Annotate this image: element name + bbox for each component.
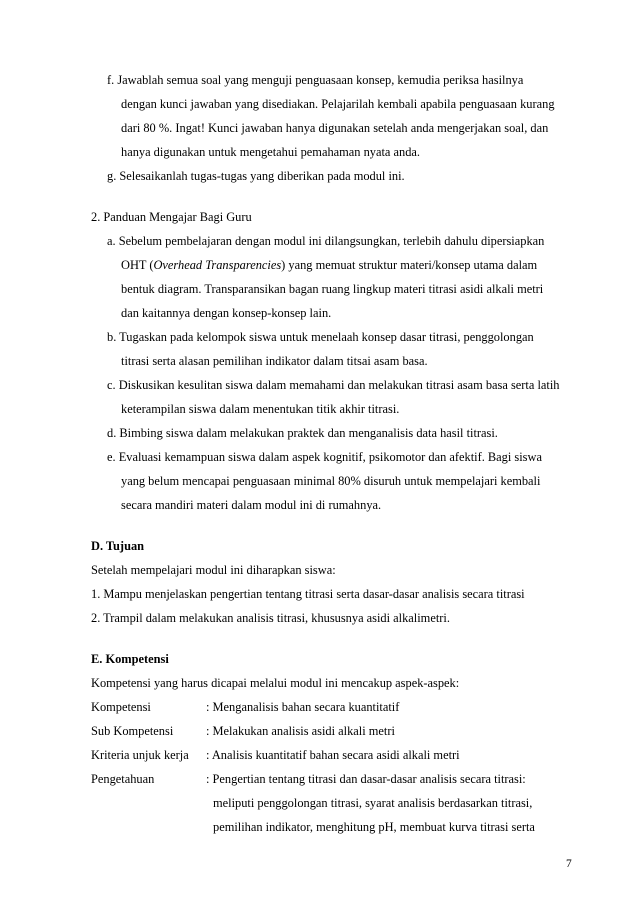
teacher-item-e-line-2: yang belum mencapai penguasaan minimal 80% disuruh untuk mempelajari kembali: [121, 474, 541, 488]
tujuan-item-2: 2. Trampil dalam melakukan analisis titrasi, khususnya asidi alkalimetri.: [91, 611, 450, 625]
sub-kompetensi-value: : Melakukan analisis asidi alkali metri: [206, 724, 395, 738]
teacher-item-a-line-3: bentuk diagram. Transparansikan bagan ruang lingkup materi titrasi asidi alkali metri: [121, 282, 544, 296]
teacher-item-a-line-2: [121, 257, 537, 273]
teacher-item-e-line-1: e. Evaluasi kemampuan siswa dalam aspek kognitif, psikomotor dan afektif. Bagi siswa: [107, 450, 542, 464]
oht-italic-term: Overhead Transparencies: [153, 258, 282, 272]
tujuan-heading: D. Tujuan: [91, 539, 145, 553]
sub-kompetensi-label: Sub Kompetensi: [91, 724, 174, 738]
kompetensi-intro: Kompetensi yang harus dicapai melalui modul ini mencakup aspek-aspek:: [91, 676, 460, 690]
teacher-item-a-line-1: a. Sebelum pembelajaran dengan modul ini dilangsungkan, terlebih dahulu dipersiapkan: [107, 234, 545, 248]
item-f-line-4: hanya digunakan untuk mengetahui pemahaman nyata anda.: [121, 145, 420, 159]
page-number: 7: [566, 858, 572, 870]
item-f-line-1: f. Jawablah semua soal yang menguji penguasaan konsep, kemudia periksa hasilnya: [107, 73, 524, 87]
teacher-item-a-line-4: dan kaitannya dengan konsep-konsep lain.: [121, 306, 332, 320]
kompetensi-value: : Menganalisis bahan secara kuantitatif: [206, 700, 400, 714]
oht-prefix: OHT (: [121, 258, 154, 272]
teacher-item-b-line-1: b. Tugaskan pada kelompok siswa untuk menelaah konsep dasar titrasi, penggolongan: [107, 330, 534, 344]
teacher-item-c-line-1: c. Diskusikan kesulitan siswa dalam memahami dan melakukan titrasi asam basa serta latih: [107, 378, 560, 392]
teacher-item-b-line-2: titrasi serta alasan pemilihan indikator dalam titsai asam basa.: [121, 354, 428, 368]
oht-suffix: ) yang memuat struktur materi/konsep utama dalam: [281, 258, 538, 272]
teacher-item-d-line-1: d. Bimbing siswa dalam melakukan praktek dan menganalisis data hasil titrasi.: [107, 426, 498, 440]
teacher-guide-heading: 2. Panduan Mengajar Bagi Guru: [91, 210, 252, 224]
item-g-line-1: g. Selesaikanlah tugas-tugas yang diberikan pada modul ini.: [107, 169, 405, 183]
teacher-item-c-line-2: keterampilan siswa dalam menentukan titik akhir titrasi.: [121, 402, 400, 416]
pengetahuan-continuation-2: pemilihan indikator, menghitung pH, membuat kurva titrasi serta: [213, 820, 535, 834]
item-f-line-2: dengan kunci jawaban yang disediakan. Pelajarilah kembali apabila penguasaan kurang: [121, 97, 555, 111]
kompetensi-label: Kompetensi: [91, 700, 151, 714]
pengetahuan-label: Pengetahuan: [91, 772, 155, 786]
tujuan-item-1: 1. Mampu menjelaskan pengertian tentang titrasi serta dasar-dasar analisis secara titrasi: [91, 587, 525, 601]
pengetahuan-value: : Pengertian tentang titrasi dan dasar-dasar analisis secara titrasi:: [206, 772, 526, 786]
pengetahuan-continuation-1: meliputi penggolongan titrasi, syarat analisis berdasarkan titrasi,: [213, 796, 533, 810]
item-f-line-3: dari 80 %. Ingat! Kunci jawaban hanya digunakan setelah anda mengerjakan soal, dan: [121, 121, 549, 135]
kompetensi-heading: E. Kompetensi: [91, 652, 169, 666]
kriteria-label: Kriteria unjuk kerja: [91, 748, 189, 762]
tujuan-intro: Setelah mempelajari modul ini diharapkan siswa:: [91, 563, 336, 577]
teacher-item-e-line-3: secara mandiri materi dalam modul ini di rumahnya.: [121, 498, 382, 512]
kriteria-value: : Analisis kuantitatif bahan secara asidi alkali metri: [206, 748, 460, 762]
